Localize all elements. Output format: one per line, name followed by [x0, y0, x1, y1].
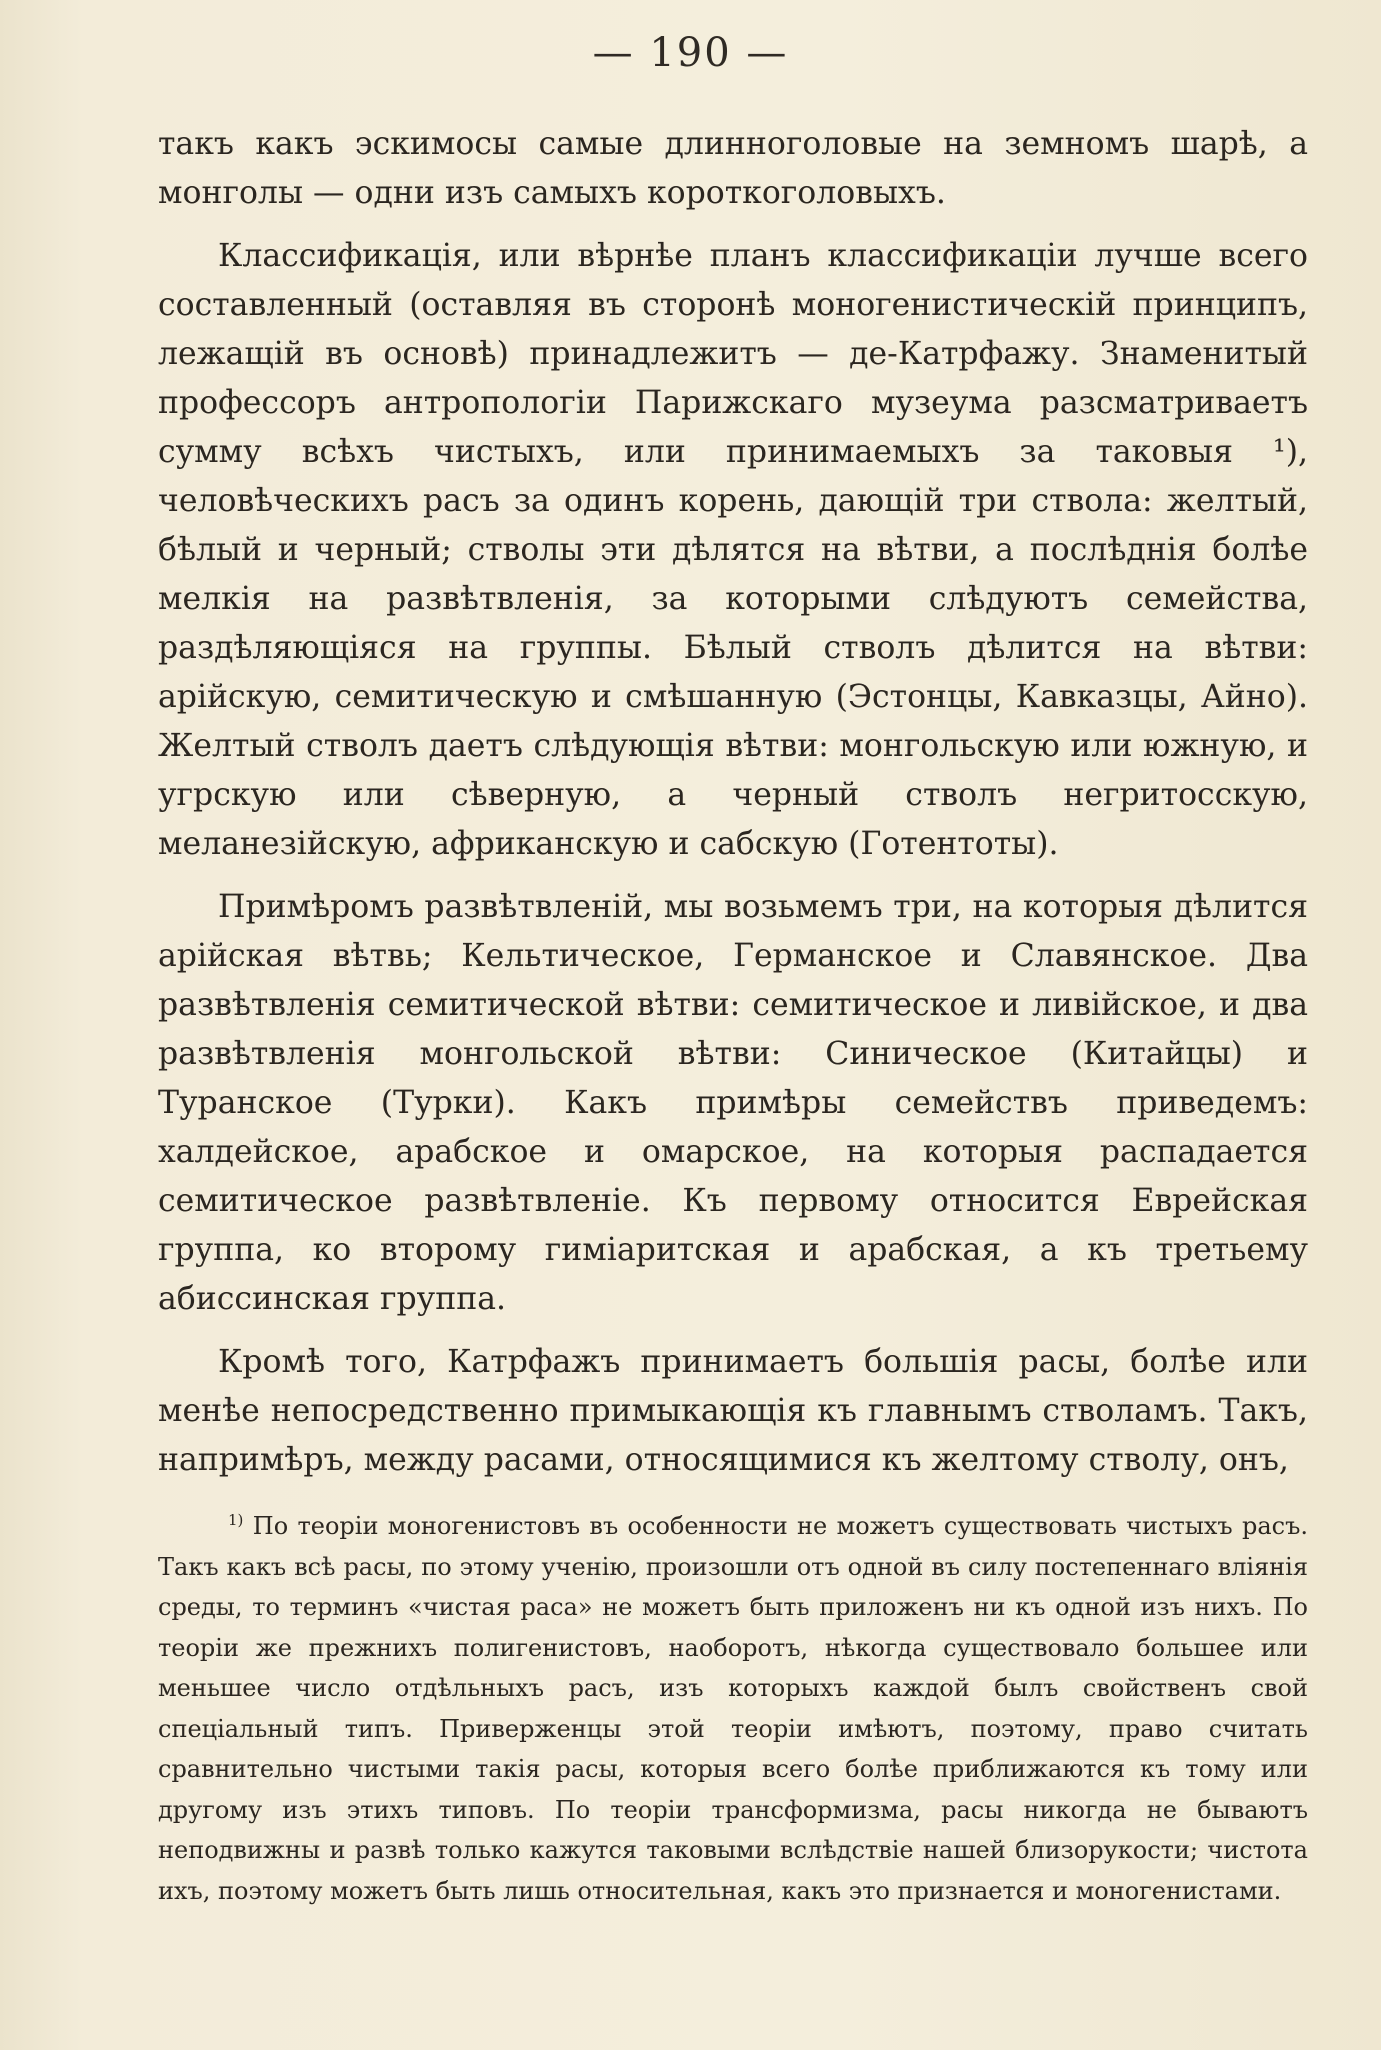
- footnote-area: [158, 1500, 1308, 1911]
- paragraph-continuation: такъ какъ эскимосы самые длинноголовые на земномъ шарѣ, а монголы — одни изъ самыхъ короткоголовыхъ.: [158, 126, 1308, 211]
- paragraph-races: Кромѣ того, Катрфажъ принимаетъ большія расы, болѣе или менѣе непосредственно примыкающія къ главнымъ стволамъ. Такъ, напримѣръ, между расами, относящимися къ желтому стволу, онъ,: [158, 1344, 1308, 1478]
- footnote-mark: 1): [228, 1511, 244, 1529]
- paragraph-examples: Примѣромъ развѣтвленій, мы возьмемъ три, на которыя дѣлится арійская вѣтвь; Кельтическое, Германское и Славянское. Два развѣтвленія семитической вѣтви: семитическое и ливійское, и два развѣтвленія монгольской вѣтви: Синическое (Китайцы) и Туранское (Турки). Какъ примѣры семействъ приведемъ: халдейское, арабское и омарское, на которыя распадается семитическое развѣтвленіе. Къ первому относится Еврейская группа, ко второму гиміаритская и арабская, а къ третьему абиссинская группа.: [158, 889, 1308, 1317]
- page-number: — 190 —: [592, 30, 789, 76]
- paragraph-classification: Классификація, или вѣрнѣе планъ классификаціи лучше всего составленный (оставляя въ сторонѣ моногенистическій принципъ, лежащій въ основѣ) принадлежитъ — де-Катрфажу. Знаменитый профессоръ антропологіи Парижскаго музеума разсматриваетъ сумму всѣхъ чистыхъ, или принимаемыхъ за таковыя ¹), человѣческихъ расъ за одинъ корень, дающій три ствола: желтый, бѣлый и черный; стволы эти дѣлятся на вѣтви, а послѣднія болѣе мелкія на развѣтвленія, за которыми слѣдуютъ семейства, раздѣляющіяся на группы. Бѣлый стволъ дѣлится на вѣтви: арійскую, семитическую и смѣшанную (Эстонцы, Кавказцы, Айно). Желтый стволъ даетъ слѣдующія вѣтви: монгольскую или южную, и угрскую или сѣверную, а черный стволъ негритосскую, меланезійскую, африканскую и сабскую (Готентоты).: [158, 238, 1308, 862]
- main-text: [158, 120, 1308, 1499]
- footnote-text: По теоріи моногенистовъ въ особенности не можетъ существовать чистыхъ расъ. Такъ какъ всѣ расы, по этому ученію, произошли отъ одной въ силу постепеннаго вліянія среды, то терминъ «чистая раса» не можетъ быть приложенъ ни къ одной изъ нихъ. По теоріи же прежнихъ полигенистовъ, наоборотъ, нѣкогда существовало большее или меньшее число отдѣльныхъ расъ, изъ которыхъ каждой былъ свойственъ свой спеціальный типъ. Приверженцы этой теоріи имѣютъ, поэтому, право считать сравнительно чистыми такія расы, которыя всего болѣе приближаются къ тому или другому изъ этихъ типовъ. По теоріи трансформизма, расы никогда не бываютъ неподвижны и развѣ только кажутся таковыми вслѣдствіе нашей близорукости; чистота ихъ, поэтому можетъ быть лишь относительная, какъ это признается и моногенистами.: [158, 1512, 1309, 1905]
- footnote: [158, 1500, 1308, 1911]
